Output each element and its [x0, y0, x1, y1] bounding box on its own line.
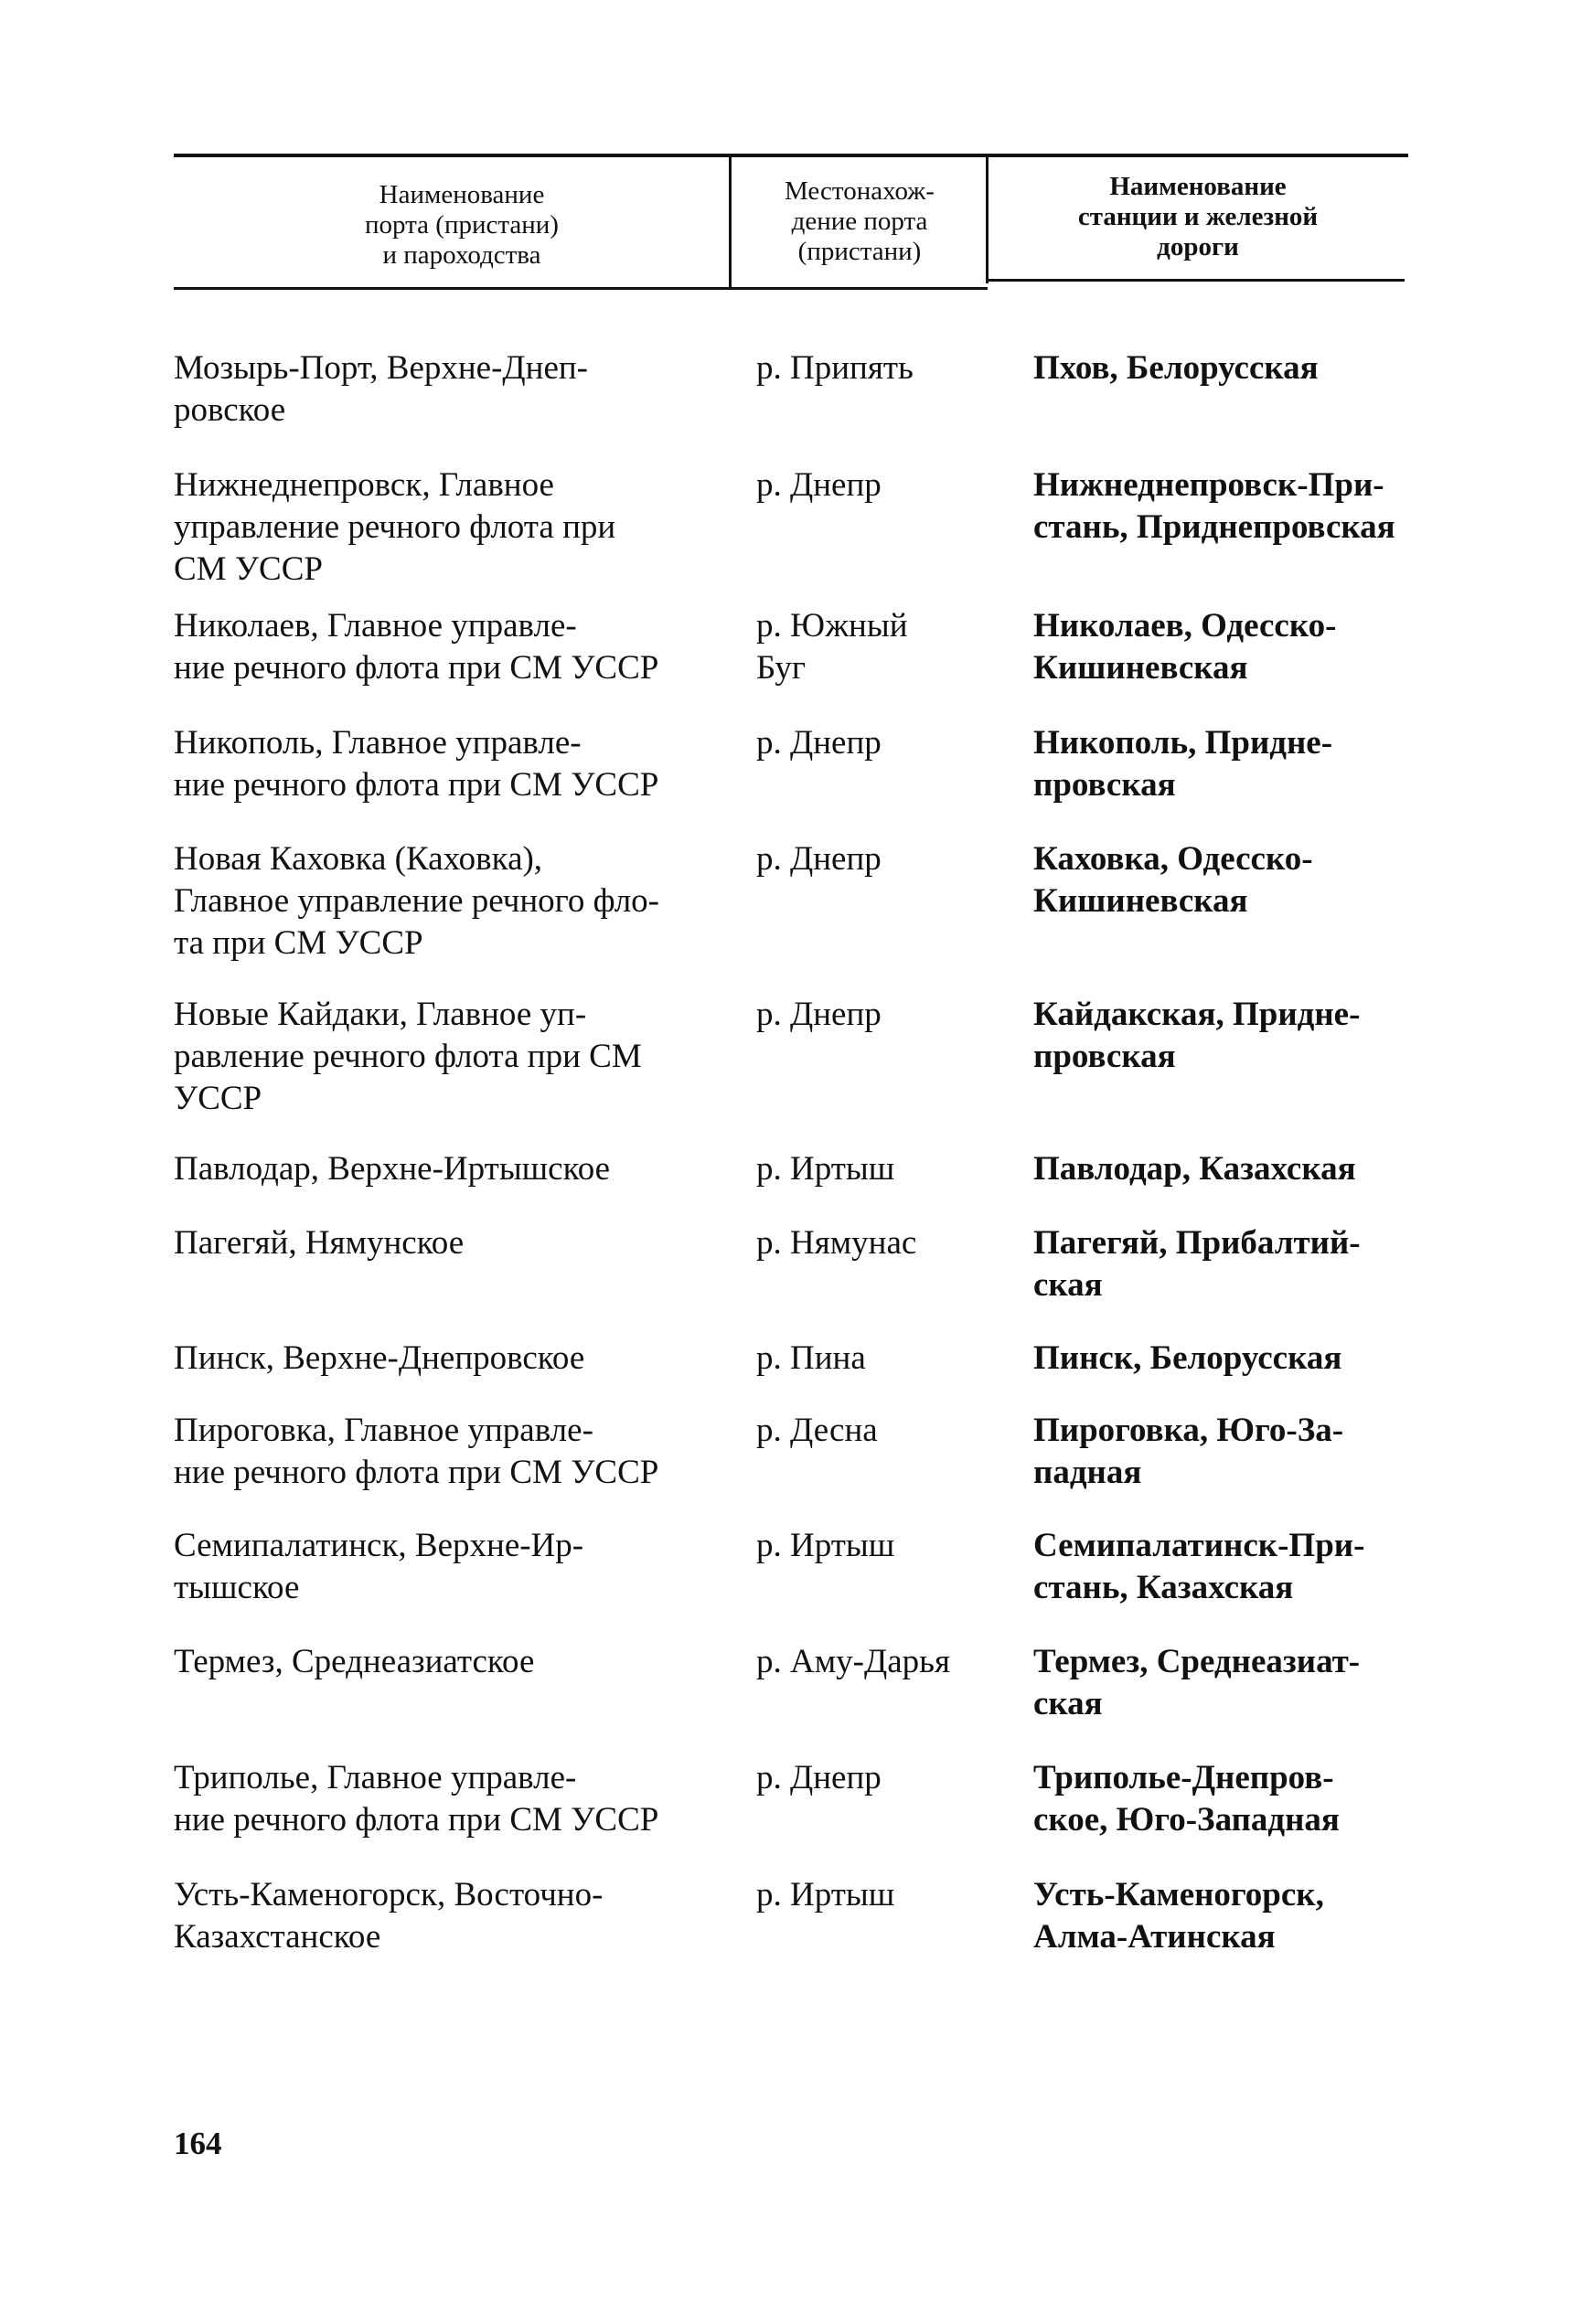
- port-location-cell: р. Днепр: [756, 724, 882, 762]
- port-name-cell: Пагегяй, Нямунское: [174, 1224, 465, 1262]
- port-location-cell: р. Днепр: [756, 1759, 882, 1796]
- header-bottom-rule-right: [988, 279, 1405, 282]
- station-cell: Каховка, Одесско- Кишиневская: [1033, 840, 1313, 920]
- page-number: 164: [174, 2126, 222, 2161]
- port-name-cell: Мозырь-Порт, Верхне-Днеп- ровское: [174, 349, 588, 429]
- port-name-cell: Пинск, Верхне-Днепровское: [174, 1339, 585, 1377]
- station-cell: Термез, Среднеазиат- ская: [1033, 1643, 1361, 1722]
- port-name-cell: Никополь, Главное управле- ние речного флота при СМ УССР: [174, 724, 659, 804]
- station-cell: Триполье-Днепров- ское, Юго-Западная: [1033, 1759, 1340, 1839]
- port-location-cell: р. Южный Буг: [756, 607, 908, 687]
- table-top-rule: [174, 154, 1408, 157]
- port-location-cell: р. Днепр: [756, 466, 882, 504]
- station-cell: Пироговка, Юго-За- падная: [1033, 1412, 1344, 1491]
- port-name-cell: Термез, Среднеазиатское: [174, 1643, 535, 1680]
- port-location-cell: р. Днепр: [756, 996, 882, 1033]
- port-location-cell: р. Днепр: [756, 840, 882, 878]
- port-location-cell: р. Иртыш: [756, 1150, 895, 1188]
- header-column-divider-2: [986, 157, 989, 283]
- station-cell: Павлодар, Казахская: [1033, 1150, 1356, 1188]
- port-location-cell: р. Иртыш: [756, 1527, 895, 1564]
- port-name-cell: Усть-Каменогорск, Восточно- Казахстанское: [174, 1876, 604, 1956]
- header-port-name: Наименование порта (пристани) и пароходства: [365, 180, 559, 270]
- port-location-cell: р. Аму-Дарья: [756, 1643, 951, 1680]
- port-name-cell: Новая Каховка (Каховка), Главное управление речного фло- та при СМ УССР: [174, 840, 660, 962]
- port-name-cell: Николаев, Главное управле- ние речного флота при СМ УССР: [174, 607, 659, 687]
- port-name-cell: Триполье, Главное управле- ние речного флота при СМ УССР: [174, 1759, 659, 1839]
- header-station-railway: Наименование станции и железной дороги: [1077, 172, 1319, 261]
- station-cell: Усть-Каменогорск, Алма-Атинская: [1033, 1876, 1324, 1956]
- station-cell: Нижнеднепровск-При- стань, Приднепровская: [1033, 466, 1395, 546]
- station-cell: Пинск, Белорусская: [1033, 1339, 1342, 1377]
- header-column-divider-1: [729, 157, 732, 288]
- station-cell: Семипалатинск-При- стань, Казахская: [1033, 1527, 1365, 1606]
- station-cell: Кайдакская, Придне- провская: [1033, 996, 1361, 1075]
- port-name-cell: Павлодар, Верхне-Иртышское: [174, 1150, 611, 1188]
- port-name-cell: Нижнеднепровск, Главное управление речного флота при СМ УССР: [174, 466, 616, 588]
- header-bottom-rule-left: [174, 287, 988, 290]
- port-location-cell: р. Пина: [756, 1339, 866, 1377]
- port-location-cell: р. Припять: [756, 349, 914, 387]
- port-location-cell: р. Десна: [756, 1412, 878, 1449]
- station-cell: Никополь, Придне- провская: [1033, 724, 1333, 804]
- header-port-location: Местонахож- дение порта (пристани): [785, 176, 935, 266]
- station-cell: Пхов, Белорусская: [1033, 349, 1319, 387]
- station-cell: Николаев, Одесско- Кишиневская: [1033, 607, 1337, 687]
- port-name-cell: Семипалатинск, Верхне-Ир- тышское: [174, 1527, 584, 1606]
- port-name-cell: Новые Кайдаки, Главное уп- равление речного флота при СМ УССР: [174, 996, 642, 1117]
- port-location-cell: р. Нямунас: [756, 1224, 917, 1262]
- port-location-cell: р. Иртыш: [756, 1876, 895, 1914]
- station-cell: Пагегяй, Прибалтий- ская: [1033, 1224, 1361, 1304]
- port-name-cell: Пироговка, Главное управле- ние речного флота при СМ УССР: [174, 1412, 659, 1491]
